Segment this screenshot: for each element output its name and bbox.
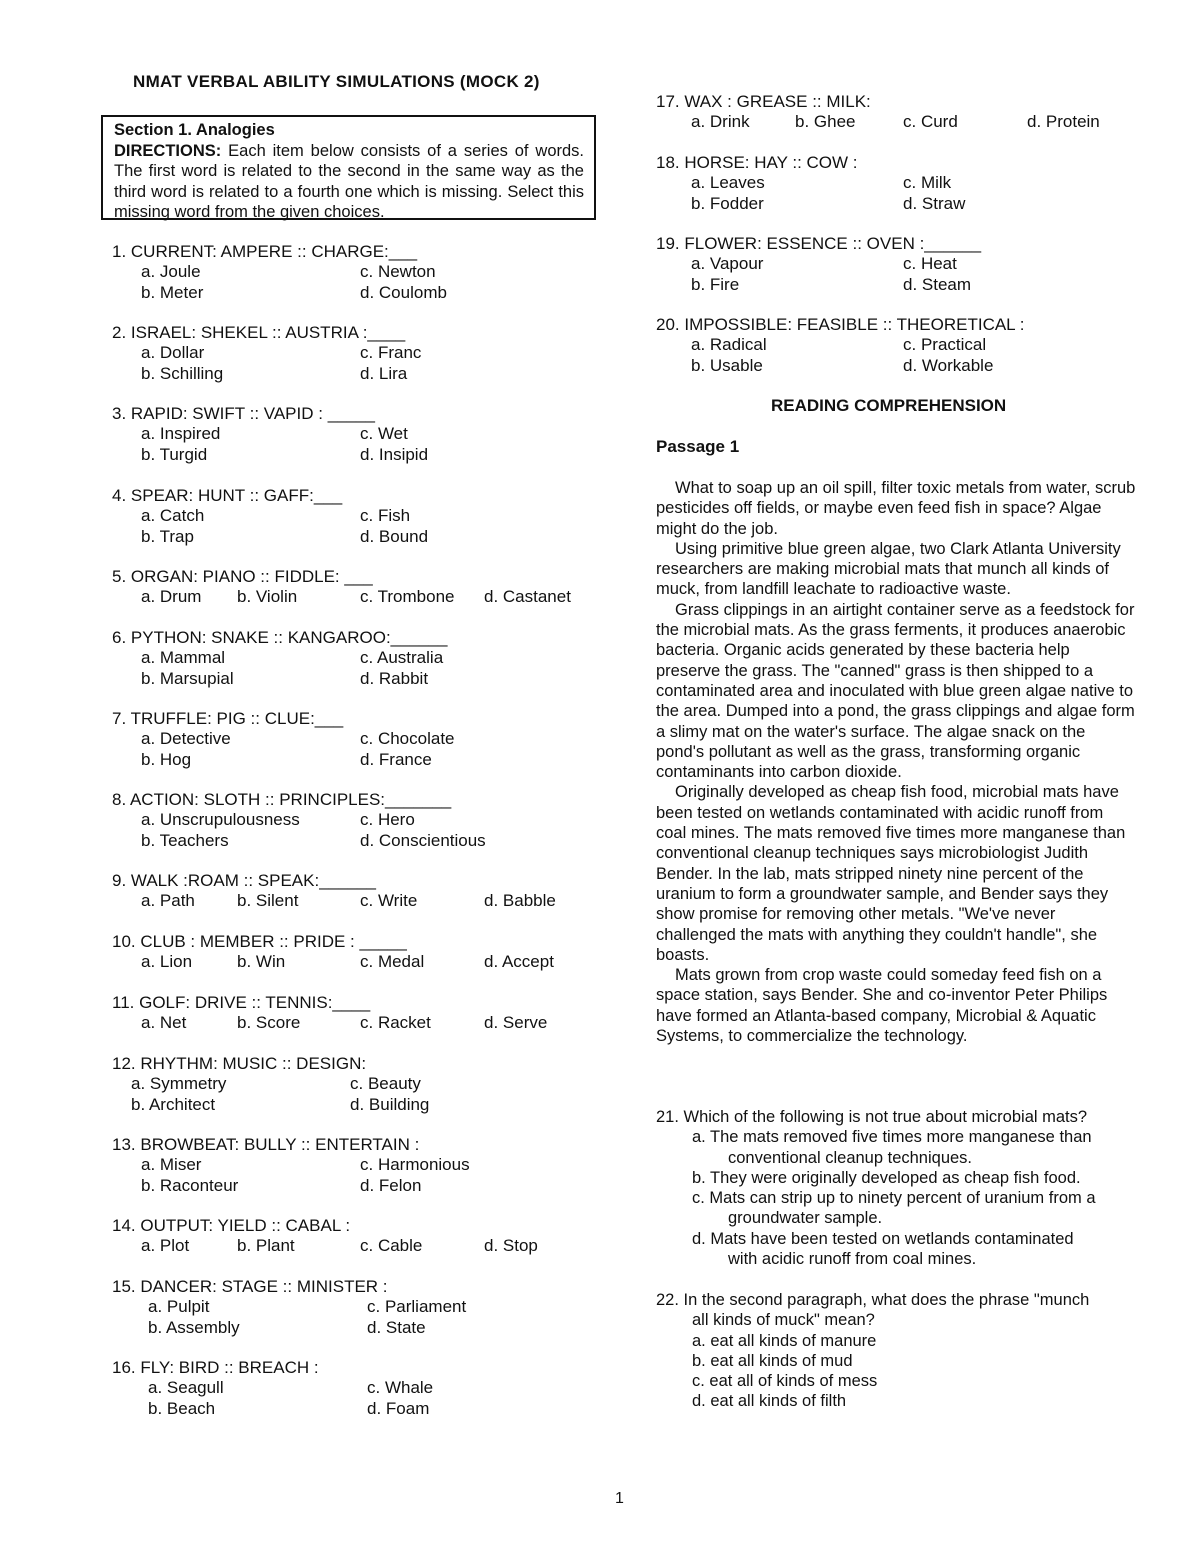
option-d: d. Felon — [360, 1176, 422, 1195]
question-21 — [656, 1107, 1136, 1269]
option-c: c. Newton — [360, 262, 436, 281]
option-d: d. Conscientious — [360, 831, 486, 850]
option-a: a. Seagull — [148, 1378, 224, 1397]
option-b: b. Violin — [237, 587, 298, 606]
option-c: c. Milk — [903, 173, 952, 192]
option-d: d. Rabbit — [360, 669, 429, 688]
option-c: c. Chocolate — [360, 729, 455, 748]
option-a: a. Net — [141, 1013, 187, 1032]
option-d: d. State — [367, 1318, 426, 1337]
option-b: b. Ghee — [795, 112, 856, 131]
option-a — [656, 1127, 1136, 1168]
option-text: d. Mats have been tested on wetlands contaminated — [692, 1229, 1074, 1248]
passage-paragraph: Grass clippings in an airtight container serve as a feedstock for the microbial mats. As the grass ferments, it produces anaerobic bacteria. Organic acids generated by these bacteria help preserve the grass. The "canned" grass is then shipped to a contaminated area and inoculated with blue green algae native to the area. Dumped into a pond, the grass clippings and algae form a slimy mat on the water's surface. The algae snack on the pond's pollutant as well as the grass, transforming organic contaminants into carbon dioxide. — [656, 600, 1135, 782]
option-d: d. Bound — [360, 527, 429, 546]
passage-paragraph: Mats grown from crop waste could someday feed fish on a space station, says Bender. She and co-inventor Peter Philips have formed an Atlanta-based company, Microbial & Aquatic Systems, to commercialize the technology. — [656, 966, 1108, 1046]
question-stem: 6. PYTHON: SNAKE :: KANGAROO:______ — [112, 628, 448, 647]
option-c — [656, 1188, 1136, 1229]
directions-box — [101, 115, 596, 220]
option-text-cont: with acidic runoff from coal mines. — [728, 1250, 977, 1269]
option-c: c. Racket — [360, 1013, 431, 1032]
option-c: c. Franc — [360, 343, 422, 362]
option-c: c. Australia — [360, 648, 444, 667]
question-stem: 11. GOLF: DRIVE :: TENNIS:____ — [112, 993, 371, 1012]
option-c: c. Heat — [903, 254, 957, 273]
option-d: d. Protein — [1027, 112, 1100, 131]
question-stem: 8. ACTION: SLOTH :: PRINCIPLES:_______ — [112, 790, 452, 809]
section-heading: Section 1. Analogies — [114, 121, 275, 139]
option-a: a. Joule — [141, 262, 201, 281]
option-b: b. Assembly — [148, 1318, 240, 1337]
question-stem: 7. TRUFFLE: PIG :: CLUE:___ — [112, 709, 344, 728]
option-a: a. Path — [141, 891, 195, 910]
question-stem: 21. Which of the following is not true about microbial mats? — [656, 1108, 1088, 1126]
option-d: d. Building — [350, 1095, 430, 1114]
option-b: b. Plant — [237, 1236, 295, 1255]
passage-body — [656, 478, 1136, 1046]
option-a: a. Pulpit — [148, 1297, 210, 1316]
option-text-cont: groundwater sample. — [728, 1209, 883, 1228]
option-d: d. France — [360, 750, 432, 769]
option-a: a. Unscrupulousness — [141, 810, 300, 829]
option-text-cont: conventional cleanup techniques. — [728, 1148, 973, 1167]
directions-label: DIRECTIONS: — [114, 141, 222, 160]
question-stem: 14. OUTPUT: YIELD :: CABAL : — [112, 1216, 351, 1235]
question-stem: 18. HORSE: HAY :: COW : — [656, 153, 858, 172]
option-a: a. Inspired — [141, 424, 221, 443]
option-d: d. Foam — [367, 1399, 430, 1418]
option-b: b. Fire — [691, 275, 740, 294]
option-d: d. Coulomb — [360, 283, 447, 302]
option-d: d. eat all kinds of filth — [692, 1392, 847, 1411]
option-d — [656, 1229, 1136, 1270]
option-d: d. Babble — [484, 891, 556, 910]
option-b: b. Raconteur — [141, 1176, 239, 1195]
option-c: c. eat all of kinds of mess — [692, 1372, 878, 1391]
option-b: b. Trap — [141, 527, 194, 546]
option-c: c. Whale — [367, 1378, 434, 1397]
question-stem: 5. ORGAN: PIANO :: FIDDLE: ___ — [112, 567, 373, 586]
option-d: d. Straw — [903, 194, 966, 213]
passage-paragraph: What to soap up an oil spill, filter toxic metals from water, scrub pesticides off fields, or maybe even feed fish in space? Algae might do the job. — [656, 479, 1136, 538]
question-stem: 15. DANCER: STAGE :: MINISTER : — [112, 1277, 388, 1296]
option-c: c. Beauty — [350, 1074, 421, 1093]
option-a: a. eat all kinds of manure — [692, 1331, 877, 1350]
passage-paragraph: Originally developed as cheap fish food, microbial mats have been tested on wetlands contaminated with acidic runoff from coal mines. The mats removed five times more manganese than conventional cleanup techniques says microbiologist Judith Bender. In the lab, mats stripped ninety nine percent of the uranium to form a groundwater sample, and Bender says they show promise for removing other metals. "We've never challenged the mats with anything they couldn't handle", she boasts. — [656, 783, 1126, 964]
option-b: b. Teachers — [141, 831, 229, 850]
option-a: a. Lion — [141, 952, 193, 971]
option-d: d. Workable — [903, 356, 994, 375]
directions-text — [114, 141, 584, 223]
option-c: c. Harmonious — [360, 1155, 470, 1174]
option-a: a. Drum — [141, 587, 202, 606]
option-b: b. Beach — [148, 1399, 216, 1418]
option-b: b. Score — [237, 1013, 301, 1032]
option-a: a. Catch — [141, 506, 205, 525]
option-a: a. Vapour — [691, 254, 764, 273]
document-title: NMAT VERBAL ABILITY SIMULATIONS (MOCK 2) — [133, 72, 540, 91]
option-c: c. Trombone — [360, 587, 455, 606]
question-22 — [656, 1290, 1136, 1412]
option-b: b. Fodder — [691, 194, 764, 213]
option-a: a. Drink — [691, 112, 750, 131]
question-stem: 16. FLY: BIRD :: BREACH : — [112, 1358, 319, 1377]
option-b: b. Win — [237, 952, 286, 971]
question-stem: 10. CLUB : MEMBER :: PRIDE : _____ — [112, 932, 407, 951]
option-a: a. Detective — [141, 729, 231, 748]
question-stem: 12. RHYTHM: MUSIC :: DESIGN: — [112, 1054, 367, 1073]
option-b: b. They were originally developed as cheap fish food. — [692, 1168, 1081, 1187]
question-stem: 22. In the second paragraph, what does the phrase "munch — [656, 1291, 1090, 1309]
option-c: c. Parliament — [367, 1297, 467, 1316]
option-d: d. Serve — [484, 1013, 548, 1032]
option-c: c. Fish — [360, 506, 411, 525]
option-b: b. Hog — [141, 750, 192, 769]
option-a: a. Radical — [691, 335, 767, 354]
option-d: d. Accept — [484, 952, 554, 971]
option-a: a. Dollar — [141, 343, 205, 362]
question-stem: 3. RAPID: SWIFT :: VAPID : _____ — [112, 404, 375, 423]
question-stem: 4. SPEAR: HUNT :: GAFF:___ — [112, 486, 343, 505]
page-number: 1 — [615, 1490, 624, 1507]
question-stem: 9. WALK :ROAM :: SPEAK:______ — [112, 871, 376, 890]
question-stem: 17. WAX : GREASE :: MILK: — [656, 92, 871, 111]
option-c: c. Write — [360, 891, 418, 910]
option-text: a. The mats removed five times more manganese than — [692, 1128, 1092, 1147]
option-d: d. Stop — [484, 1236, 538, 1255]
option-c: c. Wet — [360, 424, 408, 443]
reading-heading: READING COMPREHENSION — [771, 396, 1007, 415]
option-b: b. Usable — [691, 356, 763, 375]
option-d: d. Steam — [903, 275, 972, 294]
option-d: d. Castanet — [484, 587, 571, 606]
option-a: a. Leaves — [691, 173, 765, 192]
option-b: b. Turgid — [141, 445, 208, 464]
option-c: c. Practical — [903, 335, 987, 354]
question-stem: 19. FLOWER: ESSENCE :: OVEN :______ — [656, 234, 982, 253]
option-c: c. Cable — [360, 1236, 423, 1255]
option-text: c. Mats can strip up to ninety percent of uranium from a — [692, 1189, 1096, 1208]
option-b: b. Architect — [131, 1095, 216, 1114]
option-d: d. Insipid — [360, 445, 429, 464]
option-a: a. Symmetry — [131, 1074, 227, 1093]
passage-paragraph: Using primitive blue green algae, two Clark Atlanta University researchers are making microbial mats that munch all kinds of muck, from landfill leachate to radioactive waste. — [656, 539, 1121, 599]
question-stem: 2. ISRAEL: SHEKEL :: AUSTRIA :____ — [112, 323, 406, 342]
question-stem-cont: all kinds of muck" mean? — [692, 1311, 875, 1330]
option-a: a. Mammal — [141, 648, 226, 667]
option-c: c. Hero — [360, 810, 415, 829]
option-a: a. Plot — [141, 1236, 190, 1255]
question-stem: 13. BROWBEAT: BULLY :: ENTERTAIN : — [112, 1135, 420, 1154]
option-d: d. Lira — [360, 364, 408, 383]
option-a: a. Miser — [141, 1155, 202, 1174]
passage-title: Passage 1 — [656, 437, 740, 456]
option-c: c. Curd — [903, 112, 958, 131]
option-c: c. Medal — [360, 952, 425, 971]
directions-body: Each item below consists of a series of words. The first word is related to the second in the same way as the third word is related to a fourth one which is missing. Select this missing word from the given choices. — [114, 141, 584, 221]
option-b: b. eat all kinds of mud — [692, 1351, 853, 1370]
option-b: b. Marsupial — [141, 669, 234, 688]
question-stem: 20. IMPOSSIBLE: FEASIBLE :: THEORETICAL : — [656, 315, 1025, 334]
option-b: b. Silent — [237, 891, 299, 910]
question-stem: 1. CURRENT: AMPERE :: CHARGE:___ — [112, 242, 418, 261]
option-b: b. Schilling — [141, 364, 224, 383]
option-b: b. Meter — [141, 283, 204, 302]
